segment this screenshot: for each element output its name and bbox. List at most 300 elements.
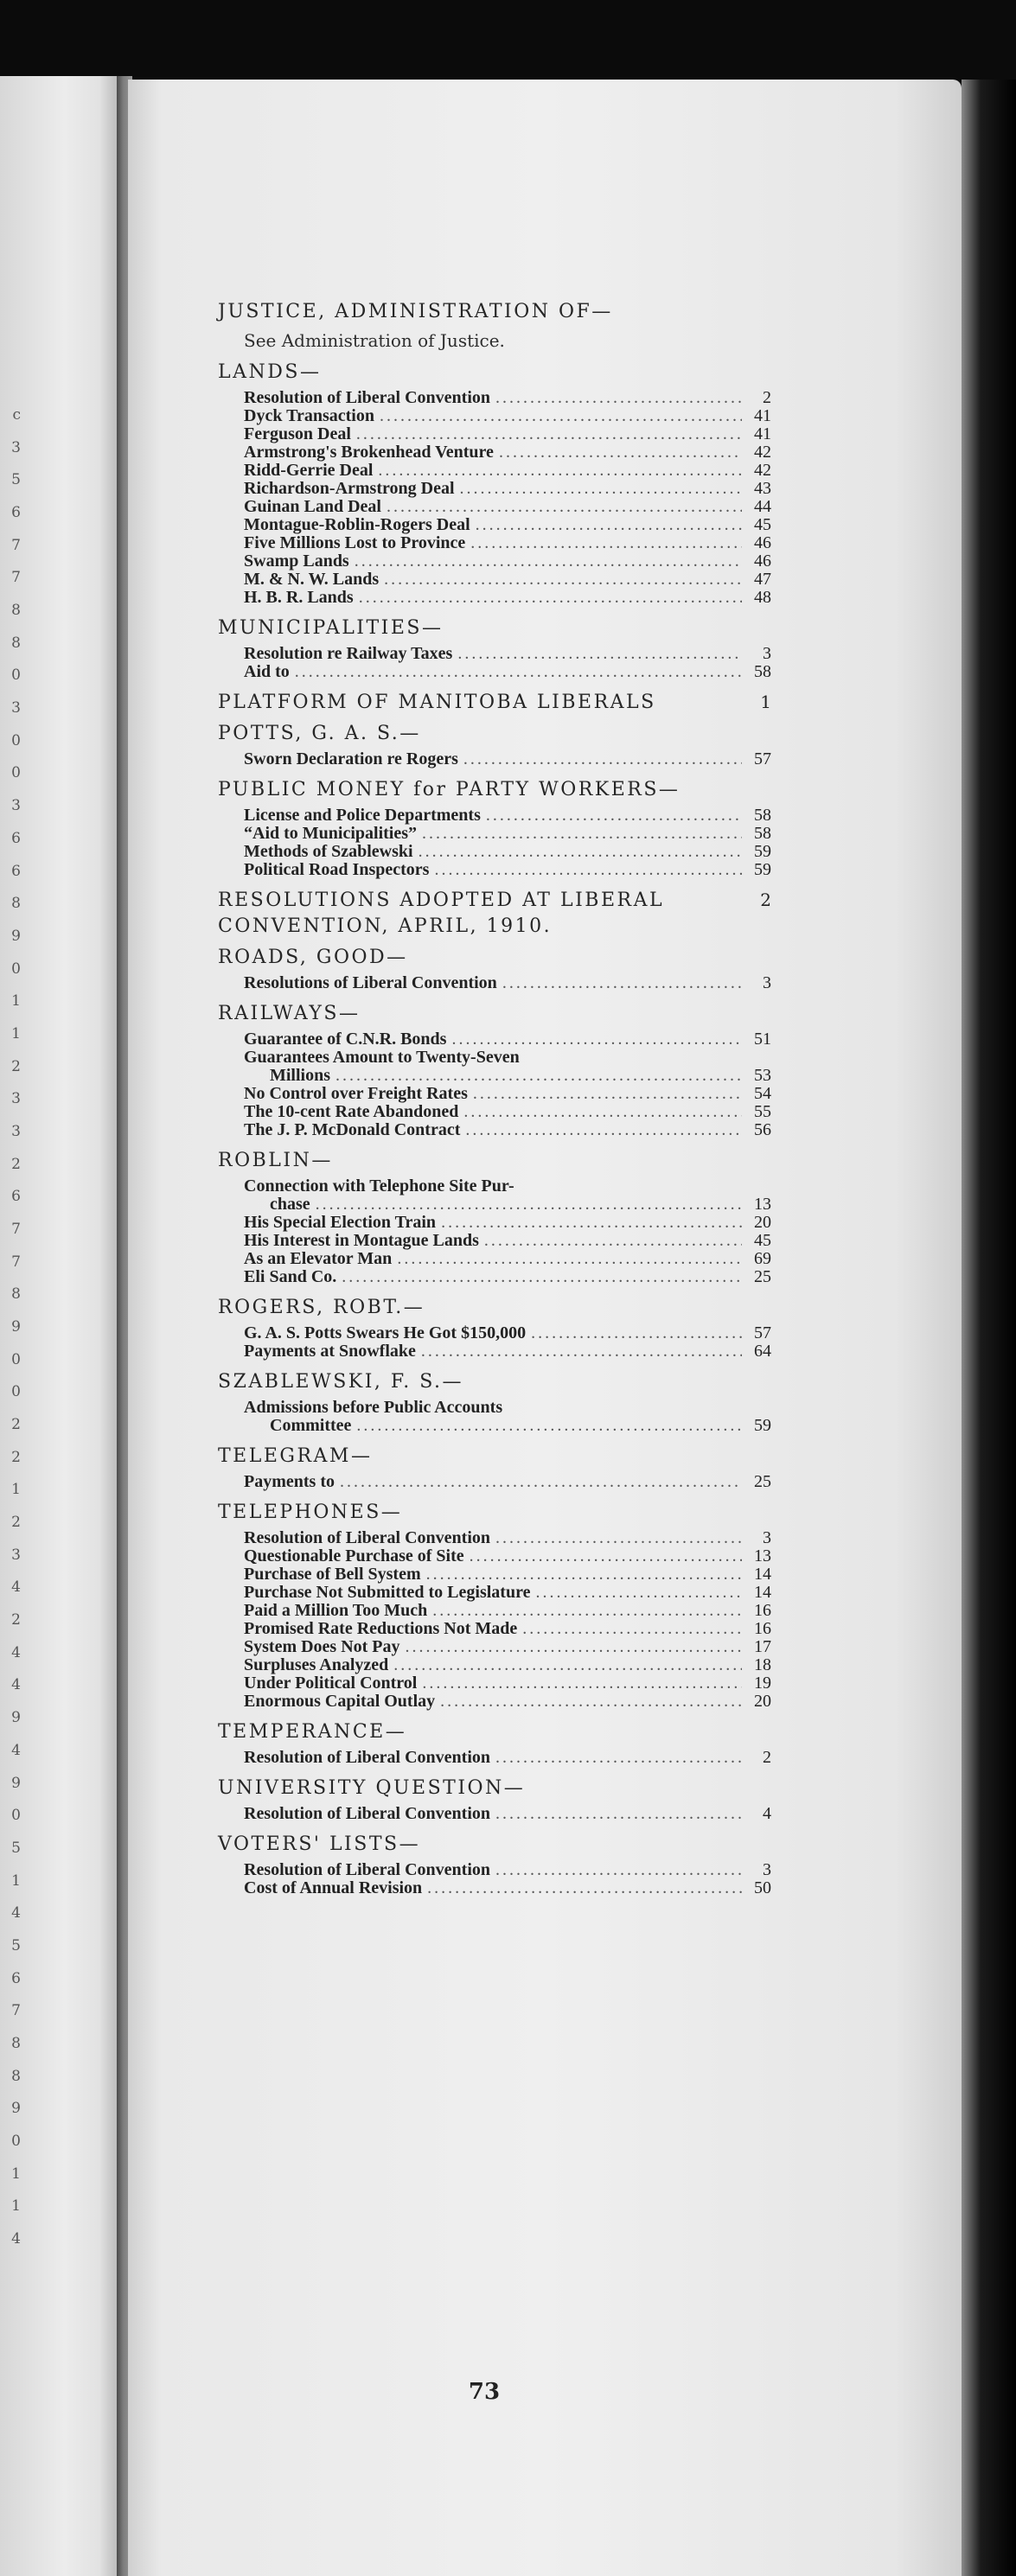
leader-dots <box>486 807 742 825</box>
leader-dots <box>451 1030 742 1049</box>
index-section <box>218 888 771 940</box>
entry-text: Cost of Annual Revision <box>244 1878 423 1897</box>
section-heading: TEMPERANCE— <box>218 1721 407 1743</box>
leader-dots <box>397 1250 742 1268</box>
entry-text: License and Police Departments <box>244 806 481 825</box>
page-ref: 25 <box>754 1267 771 1286</box>
index-entry <box>244 750 771 768</box>
facing-page-number: 1 <box>11 2197 21 2216</box>
leader-dots <box>406 1638 742 1656</box>
index-entry <box>244 1638 771 1656</box>
page-ref: 3 <box>763 1528 771 1547</box>
index-section <box>218 1719 771 1767</box>
facing-page-number: 7 <box>11 1253 21 1271</box>
page-ref: 45 <box>754 1231 771 1250</box>
leader-dots <box>355 552 742 571</box>
leader-dots <box>340 1473 742 1491</box>
facing-page-number: 1 <box>11 1481 21 1499</box>
entry-text: Questionable Purchase of Site <box>244 1546 464 1565</box>
page-ref: 20 <box>754 1692 771 1711</box>
index-entry <box>244 1250 771 1268</box>
page-ref: 3 <box>763 973 771 992</box>
index-entry <box>244 1656 771 1674</box>
leader-dots <box>495 389 742 407</box>
entry-list <box>218 1324 771 1361</box>
index-entry <box>244 807 771 825</box>
entry-text: Payments to <box>244 1472 335 1491</box>
leader-dots <box>295 663 742 681</box>
leader-dots <box>427 1879 742 1897</box>
index-entry-continuation <box>244 1067 771 1085</box>
facing-page-number: 1 <box>11 1871 21 1890</box>
index-entry <box>244 1030 771 1049</box>
page-ref: 1 <box>760 692 771 712</box>
entry-text: “Aid to Municipalities” <box>244 824 418 843</box>
index-entry <box>244 1049 771 1067</box>
index-entry <box>244 407 771 425</box>
entry-text: Enormous Capital Outlay <box>244 1692 436 1711</box>
page-ref: 53 <box>754 1066 771 1085</box>
page-ref: 45 <box>754 515 771 534</box>
leader-dots <box>531 1324 742 1342</box>
facing-page-number: c <box>12 406 21 424</box>
facing-page-number: 8 <box>11 602 21 620</box>
facing-page-number: 9 <box>11 927 21 945</box>
facing-page-number: 2 <box>11 1448 21 1466</box>
facing-page-number: 0 <box>11 731 21 749</box>
facing-page-number: 3 <box>11 1090 21 1108</box>
page-ref: 20 <box>754 1213 771 1232</box>
facing-page-number: 2 <box>11 1416 21 1434</box>
leader-dots <box>419 843 742 861</box>
index-section <box>218 1500 771 1711</box>
section-heading: ROGERS, ROBT.— <box>218 1297 425 1318</box>
section-heading: MUNICIPALITIES— <box>218 617 444 639</box>
page-ref: 4 <box>763 1804 771 1823</box>
index-entry <box>244 1103 771 1121</box>
entry-text-continued: Millions <box>270 1066 331 1085</box>
leader-dots <box>522 1620 742 1638</box>
index-entry <box>244 1324 771 1342</box>
entry-text: His Special Election Train <box>244 1213 437 1232</box>
page-ref: 13 <box>754 1195 771 1214</box>
page-ref: 3 <box>763 644 771 663</box>
entry-text: Resolutions of Liberal Convention <box>244 973 497 992</box>
page-ref: 14 <box>754 1565 771 1584</box>
entry-text: Methods of Szablewski <box>244 842 413 861</box>
leader-dots <box>393 1656 742 1674</box>
entry-list <box>218 1030 771 1139</box>
index-section <box>218 1832 771 1897</box>
index-entry <box>244 1565 771 1584</box>
page-ref: 56 <box>754 1120 771 1139</box>
facing-page-numbers <box>0 76 24 2576</box>
page-number: 73 <box>468 2379 501 2405</box>
index-entry <box>244 552 771 571</box>
facing-page-number: 5 <box>11 1839 21 1857</box>
facing-page-number: 8 <box>11 895 21 913</box>
section-heading: RAILWAYS— <box>218 1003 361 1024</box>
entry-text: Political Road Inspectors <box>244 860 430 879</box>
leader-dots <box>463 1103 742 1121</box>
leader-dots <box>473 1085 742 1103</box>
facing-page-number: 0 <box>11 1350 21 1368</box>
leader-dots <box>335 1067 742 1085</box>
section-heading: TELEPHONES— <box>218 1502 403 1523</box>
facing-page-number: 3 <box>11 699 21 717</box>
entry-list <box>218 1529 771 1711</box>
entry-text: Guarantee of C.N.R. Bonds <box>244 1030 447 1049</box>
entry-list <box>218 645 771 681</box>
section-heading: JUSTICE, ADMINISTRATION OF— <box>218 301 613 322</box>
index-section <box>218 945 771 992</box>
facing-page-number: 0 <box>11 1807 21 1825</box>
index-entry <box>244 1121 771 1139</box>
facing-page-number: 8 <box>11 634 21 652</box>
index-entry <box>244 645 771 663</box>
index-entry <box>244 571 771 589</box>
facing-page-number: 3 <box>11 438 21 456</box>
section-heading-row <box>218 888 771 940</box>
entry-list <box>218 807 771 879</box>
section-heading: TELEGRAM— <box>218 1445 373 1467</box>
page-ref: 69 <box>754 1249 771 1268</box>
page-ref: 18 <box>754 1655 771 1674</box>
facing-page-number: 8 <box>11 1285 21 1304</box>
leader-dots <box>384 571 742 589</box>
index-section <box>218 777 771 879</box>
index-entry <box>244 498 771 516</box>
index-entry-continuation <box>244 1417 771 1435</box>
page-ref: 46 <box>754 552 771 571</box>
index-section <box>218 1001 771 1139</box>
entry-text: System Does Not Pay <box>244 1637 400 1656</box>
index-entry <box>244 516 771 534</box>
entry-text: Aid to <box>244 662 290 681</box>
facing-page-number: 9 <box>11 1774 21 1792</box>
page-ref: 19 <box>754 1674 771 1693</box>
leader-dots <box>460 480 742 498</box>
page-ref: 59 <box>754 860 771 879</box>
index-section <box>218 1369 771 1435</box>
leader-dots <box>426 1565 742 1584</box>
entry-list <box>218 974 771 992</box>
page-ref: 54 <box>754 1084 771 1103</box>
entry-text: Eli Sand Co. <box>244 1267 337 1286</box>
page-ref: 41 <box>754 424 771 443</box>
facing-page-number: 0 <box>11 2132 21 2150</box>
entry-text: Purchase Not Submitted to Legislature <box>244 1583 531 1602</box>
index-entry <box>244 1232 771 1250</box>
page-ref: 42 <box>754 461 771 480</box>
index-entry <box>244 1674 771 1693</box>
entry-text: Under Political Control <box>244 1674 418 1693</box>
entry-text-continued: Committee <box>270 1416 352 1435</box>
section-heading: LANDS— <box>218 361 322 383</box>
entry-text: Dyck Transaction <box>244 406 374 425</box>
index-entry <box>244 1602 771 1620</box>
entry-text: Promised Rate Reductions Not Made <box>244 1619 518 1638</box>
index-entry <box>244 1529 771 1547</box>
index-section <box>218 1776 771 1823</box>
page-ref: 50 <box>754 1878 771 1897</box>
index-entry <box>244 389 771 407</box>
section-heading: UNIVERSITY QUESTION— <box>218 1777 526 1799</box>
index-entry <box>244 1749 771 1767</box>
entry-text: Montague-Roblin-Rogers Deal <box>244 515 470 534</box>
leader-dots <box>465 1121 742 1139</box>
leader-dots <box>499 443 742 462</box>
page-ref: 59 <box>754 1416 771 1435</box>
facing-page-number: 5 <box>11 471 21 489</box>
page-ref: 44 <box>754 497 771 516</box>
leader-dots <box>484 1232 742 1250</box>
facing-page-number: 6 <box>11 862 21 880</box>
index-entry <box>244 1861 771 1879</box>
entry-text: Richardson-Armstrong Deal <box>244 479 455 498</box>
index-entry <box>244 1177 771 1196</box>
entry-text: G. A. S. Potts Swears He Got $150,000 <box>244 1323 527 1342</box>
entry-text: Ferguson Deal <box>244 424 351 443</box>
section-heading: SZABLEWSKI, F. S.— <box>218 1371 463 1393</box>
page-ref: 2 <box>763 1748 771 1767</box>
facing-page-number: 9 <box>11 1709 21 1727</box>
entry-text: The 10-cent Rate Abandoned <box>244 1102 459 1121</box>
section-heading: VOTERS' LISTS— <box>218 1833 421 1855</box>
section-heading: PLATFORM OF MANITOBA LIBERALS <box>218 692 656 713</box>
entry-text: As an Elevator Man <box>244 1249 393 1268</box>
index-section <box>218 1444 771 1491</box>
page-ref: 25 <box>754 1472 771 1491</box>
entry-text: M. & N. W. Lands <box>244 570 380 589</box>
page-ref: 3 <box>763 1860 771 1879</box>
facing-page-number: 1 <box>11 992 21 1011</box>
index-section <box>218 721 771 768</box>
index-entry <box>244 843 771 861</box>
section-heading: ROADS, GOOD— <box>218 947 408 968</box>
facing-page-number: 1 <box>11 1024 21 1043</box>
entry-text: His Interest in Montague Lands <box>244 1231 479 1250</box>
leader-dots <box>421 1342 742 1361</box>
index-entry <box>244 1085 771 1103</box>
entry-text: Guarantees Amount to Twenty-Seven <box>244 1048 520 1067</box>
entry-list <box>218 1861 771 1897</box>
page-ref: 2 <box>763 388 771 407</box>
facing-page-number: 6 <box>11 1969 21 1987</box>
entry-text: H. B. R. Lands <box>244 588 354 607</box>
facing-page-number: 2 <box>11 1611 21 1629</box>
entry-text: Admissions before Public Accounts <box>244 1398 503 1417</box>
leader-dots <box>440 1693 742 1711</box>
entry-text: Sworn Declaration re Rogers <box>244 749 458 768</box>
facing-page-number: 7 <box>11 2002 21 2020</box>
leader-dots <box>535 1584 742 1602</box>
facing-page-number: 2 <box>11 1514 21 1532</box>
leader-dots <box>387 498 742 516</box>
facing-page-number: 9 <box>11 1318 21 1336</box>
leader-dots <box>432 1602 742 1620</box>
index-section <box>218 615 771 681</box>
index-entry <box>244 1547 771 1565</box>
index-entry <box>244 1620 771 1638</box>
leader-dots <box>495 1529 742 1547</box>
facing-page-number: 6 <box>11 1188 21 1206</box>
entry-text: Payments at Snowflake <box>244 1342 416 1361</box>
see-reference: See Administration of Justice. <box>244 330 505 351</box>
page-ref: 55 <box>754 1102 771 1121</box>
leader-dots <box>495 1861 742 1879</box>
entry-list <box>218 1399 771 1435</box>
entry-text: Resolution of Liberal Convention <box>244 388 491 407</box>
facing-page-number: 6 <box>11 504 21 522</box>
facing-page-number: 7 <box>11 536 21 554</box>
page-ref: 41 <box>754 406 771 425</box>
facing-page-number: 0 <box>11 764 21 782</box>
index-entry <box>244 443 771 462</box>
entry-text: Paid a Million Too Much <box>244 1601 428 1620</box>
index-entry-continuation <box>244 1196 771 1214</box>
facing-page-number: 5 <box>11 1936 21 1954</box>
leader-dots <box>495 1749 742 1767</box>
entry-text: Armstrong's Brokenhead Venture <box>244 443 494 462</box>
facing-page-number: 0 <box>11 960 21 978</box>
page-ref: 64 <box>754 1342 771 1361</box>
facing-page-number: 2 <box>11 1155 21 1173</box>
facing-page-number: 7 <box>11 569 21 587</box>
entry-text: No Control over Freight Rates <box>244 1084 468 1103</box>
index-entry <box>244 480 771 498</box>
index-entry <box>244 1805 771 1823</box>
page-ref: 48 <box>754 588 771 607</box>
leader-dots <box>356 1417 742 1435</box>
entry-text: Resolution of Liberal Convention <box>244 1804 491 1823</box>
entry-text: Ridd-Gerrie Deal <box>244 461 374 480</box>
facing-page-number: 2 <box>11 1057 21 1075</box>
leader-dots <box>495 1805 742 1823</box>
index-entry <box>244 1693 771 1711</box>
section-heading: PUBLIC MONEY for PARTY WORKERS— <box>218 779 681 800</box>
facing-page-number: 3 <box>11 797 21 815</box>
index-entry <box>244 663 771 681</box>
index-entry <box>244 534 771 552</box>
facing-page-number: 4 <box>11 1643 21 1661</box>
facing-page-number: 4 <box>11 1578 21 1597</box>
leader-dots <box>422 825 742 843</box>
leader-dots <box>463 750 742 768</box>
index-entry <box>244 1473 771 1491</box>
index-section <box>218 690 771 716</box>
facing-page-number: 3 <box>11 1122 21 1140</box>
entry-list <box>218 750 771 768</box>
index-entry <box>244 1342 771 1361</box>
leader-dots <box>434 861 742 879</box>
leader-dots <box>476 516 742 534</box>
facing-page-number: 4 <box>11 2230 21 2248</box>
page-ref: 43 <box>754 479 771 498</box>
leader-dots <box>457 645 742 663</box>
leader-dots <box>441 1214 742 1232</box>
page-ref: 51 <box>754 1030 771 1049</box>
page-ref: 14 <box>754 1583 771 1602</box>
leader-dots <box>316 1196 742 1214</box>
facing-page-number: 6 <box>11 829 21 847</box>
page-ref: 47 <box>754 570 771 589</box>
leader-dots <box>378 462 742 480</box>
index-entry <box>244 462 771 480</box>
entry-text: Surpluses Analyzed <box>244 1655 389 1674</box>
page-ref: 57 <box>754 1323 771 1342</box>
entry-list <box>218 1177 771 1286</box>
leader-dots <box>356 425 742 443</box>
facing-page-number: 1 <box>11 2165 21 2183</box>
page-edge-shadow <box>962 80 1016 2576</box>
facing-page-number: 9 <box>11 2100 21 2118</box>
page-ref: 58 <box>754 662 771 681</box>
leader-dots <box>342 1268 742 1286</box>
index-section <box>218 1148 771 1286</box>
facing-page <box>0 76 117 2576</box>
facing-page-number: 0 <box>11 666 21 685</box>
index-entry <box>244 825 771 843</box>
entry-text: Resolution of Liberal Convention <box>244 1860 491 1879</box>
index-section <box>218 1295 771 1361</box>
entry-text: Resolution of Liberal Convention <box>244 1528 491 1547</box>
entry-text: The J. P. McDonald Contract <box>244 1120 461 1139</box>
facing-page-number: 4 <box>11 1904 21 1922</box>
entry-text: Swamp Lands <box>244 552 349 571</box>
index-entry <box>244 1879 771 1897</box>
section-heading: ROBLIN— <box>218 1150 333 1171</box>
entry-text: Five Millions Lost to Province <box>244 533 466 552</box>
entry-list <box>218 1805 771 1823</box>
leader-dots <box>422 1674 742 1693</box>
entry-text: Guinan Land Deal <box>244 497 381 516</box>
page-ref: 42 <box>754 443 771 462</box>
facing-page-number: 4 <box>11 1676 21 1694</box>
index-entry <box>244 974 771 992</box>
leader-dots <box>359 589 742 607</box>
facing-page-number: 4 <box>11 1741 21 1759</box>
entry-text: Purchase of Bell System <box>244 1565 421 1584</box>
index-section <box>218 360 771 607</box>
section-heading: POTTS, G. A. S.— <box>218 723 421 744</box>
facing-page-number: 3 <box>11 1546 21 1564</box>
index-entry <box>244 1214 771 1232</box>
page-ref: 46 <box>754 533 771 552</box>
index-entry <box>244 1584 771 1602</box>
page-ref: 58 <box>754 806 771 825</box>
entry-text: Connection with Telephone Site Pur- <box>244 1176 514 1196</box>
leader-dots <box>380 407 742 425</box>
entry-list <box>218 1473 771 1491</box>
page-ref: 17 <box>754 1637 771 1656</box>
index-section <box>218 299 771 353</box>
index-list <box>218 299 771 1906</box>
facing-page-number: 8 <box>11 2067 21 2085</box>
index-entry <box>244 1399 771 1417</box>
facing-page-number: 0 <box>11 1383 21 1401</box>
facing-page-number: 7 <box>11 1220 21 1238</box>
entry-list <box>218 389 771 607</box>
leader-dots <box>470 534 742 552</box>
page-ref: 16 <box>754 1619 771 1638</box>
entry-list <box>218 1749 771 1767</box>
section-heading: RESOLUTIONS ADOPTED AT LIBERAL CONVENTION, APRIL, 1910. <box>218 889 665 937</box>
entry-text: Resolution re Railway Taxes <box>244 644 453 663</box>
page-ref: 59 <box>754 842 771 861</box>
index-entry <box>244 861 771 879</box>
facing-page-number: 8 <box>11 2034 21 2052</box>
